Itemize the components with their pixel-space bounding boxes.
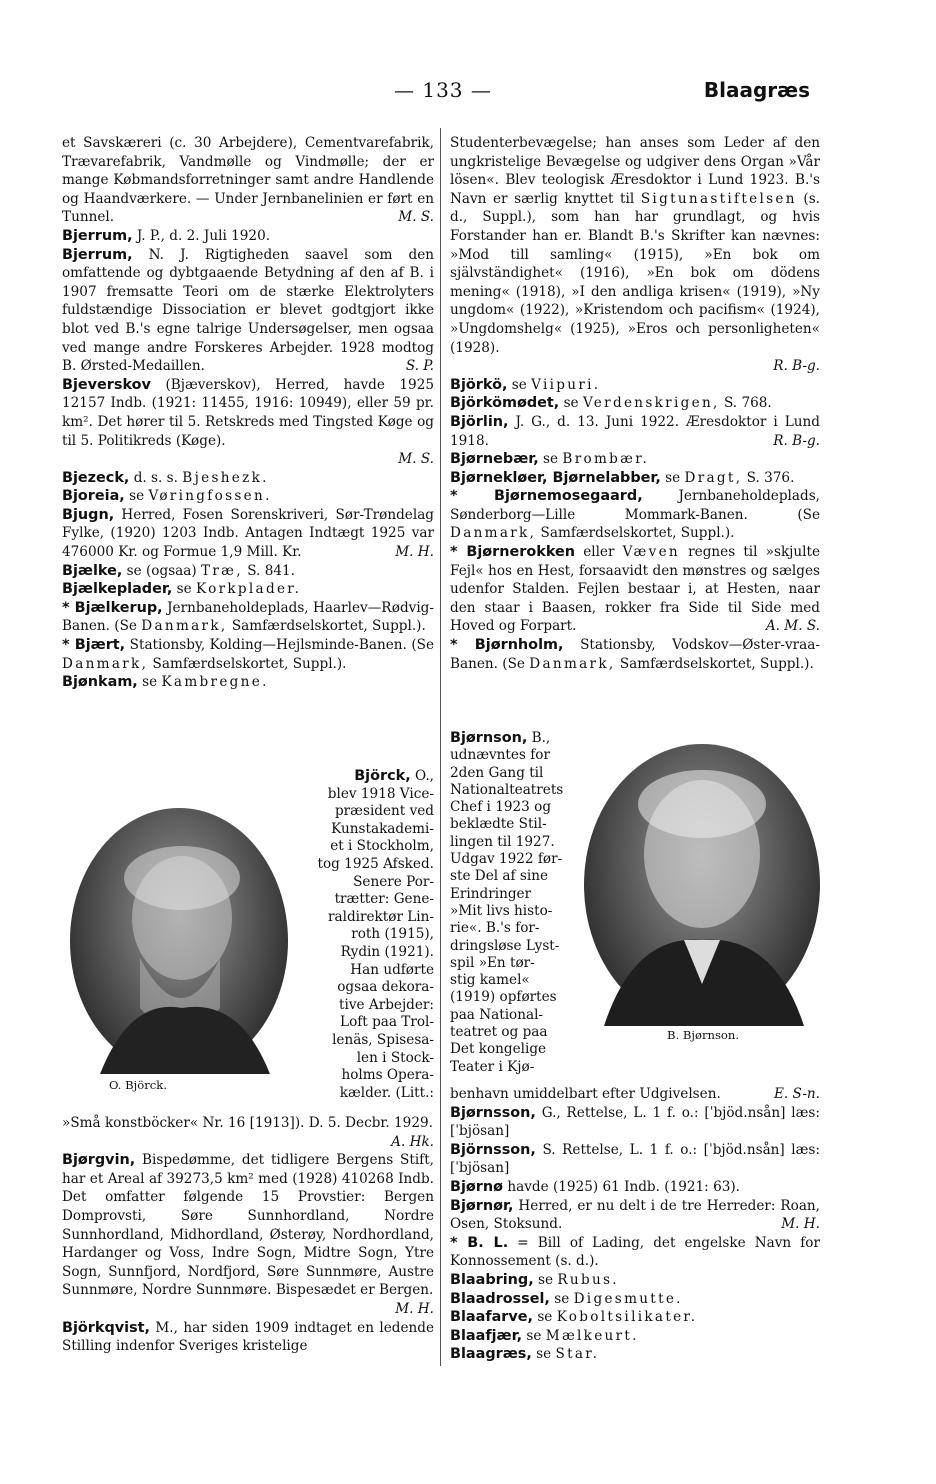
entry-blaabring: Blaabring, se Rubus. <box>450 1271 619 1288</box>
bjorck-tail: »Små konstböcker« Nr. 16 [1913]). D. 5. Decbr. 1929. A. Hk. <box>62 1115 434 1150</box>
entry-bjerrum-nj: Bjerrum, N. J. Rigtigheden saavel som den omfattende og dybtgaaende Betydning af den af B. i 1907 fremsatte Teori om de stærke Elektrolyters fuldstændige Dissociation er blevet godtgjort ikke blot ved B.'s egne talrige Undersøgelser, men ogsaa ved mange andre Forskeres Arbejder. 1928 modtog B. Ørsted-Medaillen. S. P. <box>62 246 434 375</box>
right-column <box>450 134 820 673</box>
caption-bjornson: B. Bjørnson. <box>666 1028 740 1042</box>
portrait-photo <box>584 744 820 1026</box>
portrait-figure <box>70 808 288 1074</box>
entry-bjaelkeplader: Bjælkeplader, se Korkplader. <box>62 581 302 598</box>
entry-bjornholm: * Bjørnholm, Stationsby, Vodskov—Øster-vraa-Banen. (Se Danmark, Samfærdselskortet, Suppl.). <box>450 637 820 672</box>
entry-bjaelkerup: * Bjælkerup, Jernbaneholdeplads, Haarlev—Rødvig-Banen. (Se Danmark, Samfærdselskortet, Suppl.). <box>62 599 434 635</box>
portrait-bjorck <box>62 770 294 1100</box>
entry-bjonkam: Bjønkam, se Kambregne. <box>62 674 269 691</box>
entry-blaadrossel: Blaadrossel, se Digesmutte. <box>450 1290 683 1307</box>
entry-bjornsson-s: Björnsson, S. Rettelse, L. 1 f. o.: [ˈbjöd.nsån] læs: [ˈbjösan] <box>450 1141 820 1177</box>
bjornson-tail: benhavn umiddelbart efter Udgivelsen. E. S-n. <box>450 1086 820 1102</box>
bjorck-wrap: Björck, O., blev 1918 Vice- præsident ved Kunstakademi- et i Stockholm, tog 1925 Afsked. Senere Por- trætter: Gene- raldirektør Lin- roth (1915), Rydin (1921). Han udførte ogsaa dekora- tive Arbejder: Loft paa Trol- lenäs, Spisesa- len i Stock- holms Opera- kælder. (Litt.: <box>317 768 434 1101</box>
caption-bjorck: O. Björck. <box>108 1078 168 1092</box>
entry-bjugn: Bjugn, Herred, Fosen Sorenskriveri, Sør-Trøndelag Fylke, (1920) 1203 Indb. Antagen Indtægt 1925 var 476000 Kr. og Formue 1,9 Mill. Kr. M. H. <box>62 506 435 561</box>
entry-bjezeck: Bjezeck, d. s. s. Bjeshezk. <box>62 469 269 486</box>
entry-bjornemosegaard: * Bjørnemosegaard, Jernbaneholdeplads, Sønderborg—Lille Mommark-Banen. (Se Danmark, Samfærdselskortet, Suppl.). <box>450 488 820 542</box>
entry-paragraph: et Savskæreri (c. 30 Arbejdere), Cementvarefabrik, Trævarefabrik, Vandmølle og Vindmølle; der er mange Købmandsforretninger samt andre Handlende og Haandværkere. — Under Jernbanelinien er ført en Tunnel. M. S. <box>62 135 434 226</box>
entry-bjaert: * Bjært, Stationsby, Kolding—Hejlsminde-Banen. (Se Danmark, Samfærdselskortet, Suppl.). <box>62 637 435 672</box>
entry-bjaelke: Bjælke, se (ogsaa) Træ, S. 841. <box>62 562 295 579</box>
bjorkqvist-cont: Studenterbevægelse; han anses som Leder af den ungkristelige Bevægelse og udgiver dens Organ »Vår lösen«. Blev teologisk Æresdoktor i Lund 1923. B.'s Navn er særlig knyttet til Sigtunastiftelsen (s. d., Suppl.), som han har grundlagt, og hvis Forstander han er. Blandt B.'s Skrifter kan nævnes: »Mod till samling« (1915), »En bok om självständighet« (1916), »En bok om dödens mening« (1918), »I den andliga krisen« (1919), »Ny ungdom« (1922), »Kristendom och pacifism« (1924), »Ungdomshelg« (1925), »Eros och personligheten« (1928). R. B-g. <box>450 135 821 375</box>
entry-blaagraes: Blaagræs, se Star. <box>450 1346 600 1363</box>
entry-bjornerokken: * Bjørnerokken eller Væven regnes til »skjulte Fejl« hos en Hest, forsaavidt den mønstres og sælges udenfor Stalden. Fejlen bestaar i, at Hesten, naar den staar i Baasen, rokker fra Side til Side med Hoved og Forpart. A. M. S. <box>450 544 821 635</box>
headword-bjornson: Bjørnson, <box>450 730 528 746</box>
running-head: Blaagræs <box>703 78 810 102</box>
entry-bjorkqvist: Björkqvist, M., har siden 1909 indtaget en ledende Stilling indenfor Sveriges kristelige <box>62 1319 434 1355</box>
entry-blaafjaer: Blaafjær, se Mælkeurt. <box>450 1327 639 1344</box>
portrait-bjornson <box>578 730 820 1060</box>
right-column-bottom <box>450 1085 820 1364</box>
entry-blaafarve: Blaafarve, se Koboltsilikater. <box>450 1309 698 1326</box>
left-column-bottom <box>62 1114 434 1356</box>
entry-bjorko: Björkö, se Viipuri. <box>450 376 601 393</box>
entry-bjorno: Bjørnø havde (1925) 61 Indb. (1921: 63). <box>450 1178 740 1195</box>
entry-bjoreia: Bjoreia, se Vøringfossen. <box>62 488 272 505</box>
entry-bjorlin: Björlin, J. G., d. 13. Juni 1922. Æresdoktor i Lund 1918. R. B-g. <box>450 413 820 449</box>
entry-bl: * B. L. = Bill of Lading, det engelske Navn for Konnossement (s. d.). <box>450 1234 820 1270</box>
entry-bjornebaer: Bjørnebær, se Brombær. <box>450 451 650 468</box>
page-header <box>0 78 936 108</box>
entry-bjerrum-jp: Bjerrum, J. P., d. 2. Juli 1920. <box>62 227 271 244</box>
bjornson-wrap: Bjørnson, B., udnævntes for 2den Gang til Nationalteatrets Chef i 1923 og beklædte Stil- lingen til 1927. Udgav 1922 før- ste Del af sine Erindringer »Mit livs histo- rie«. B.'s for- dringsløse Lyst- spil »En tør- stig kamel« (1919) opførtes paa National- teatret og paa Det kongelige Teater i Kjø- <box>450 730 564 1075</box>
entry-bjornsson-g: Bjørnsson, G., Rettelse, L. 1 f. o.: [ˈbjöd.nsån] læs: [ˈbjösan] <box>450 1104 820 1140</box>
entry-bjorgvin: Bjørgvin, Bispedømme, det tidligere Bergens Stift, har et Areal af 39273,5 km² med (1928) 410268 Indb. Det omfatter følgende 15 Provstier: Bergen Domprovsti, Søre Sunnhordland, Nordre Sunnhordland, Midhordland, Østerøy, Nordhordland, Hardanger og Voss, Indre Sogn, Midtre Sogn, Ytre Sogn, Sunnfjord, Nordfjord, Søre Sunnmøre, Austre Sunnmøre, Nordre Sunnmøre. Bispesædet er Bergen. M. H. <box>62 1152 434 1317</box>
column-divider <box>440 128 441 1366</box>
entry-bjornor: Bjørnør, Herred, er nu delt i de tre Herreder: Roan, Osen, Stoksund. M. H. <box>450 1197 821 1233</box>
left-column <box>62 134 434 692</box>
page-number: — 133 — <box>394 78 492 102</box>
entry-bjeverskov: Bjeverskov (Bjæverskov), Herred, havde 1925 12157 Indb. (1921: 11455, 1916: 10949), eller 59 pr. km². Det hører til 5. Retskreds med Tingsted Køge og til 5. Politikreds (Køge). M. S. <box>62 376 434 468</box>
portrait-figure <box>584 744 820 1026</box>
entry-bjornekloer: Bjørnekløer, Bjørnelabber, se Dragt, S. 376. <box>450 469 795 486</box>
headword-bjorck: Björck, <box>354 768 411 784</box>
portrait-photo <box>70 808 288 1074</box>
entry-bjorkomodet: Björkömødet, se Verdenskrigen, S. 768. <box>450 395 772 412</box>
